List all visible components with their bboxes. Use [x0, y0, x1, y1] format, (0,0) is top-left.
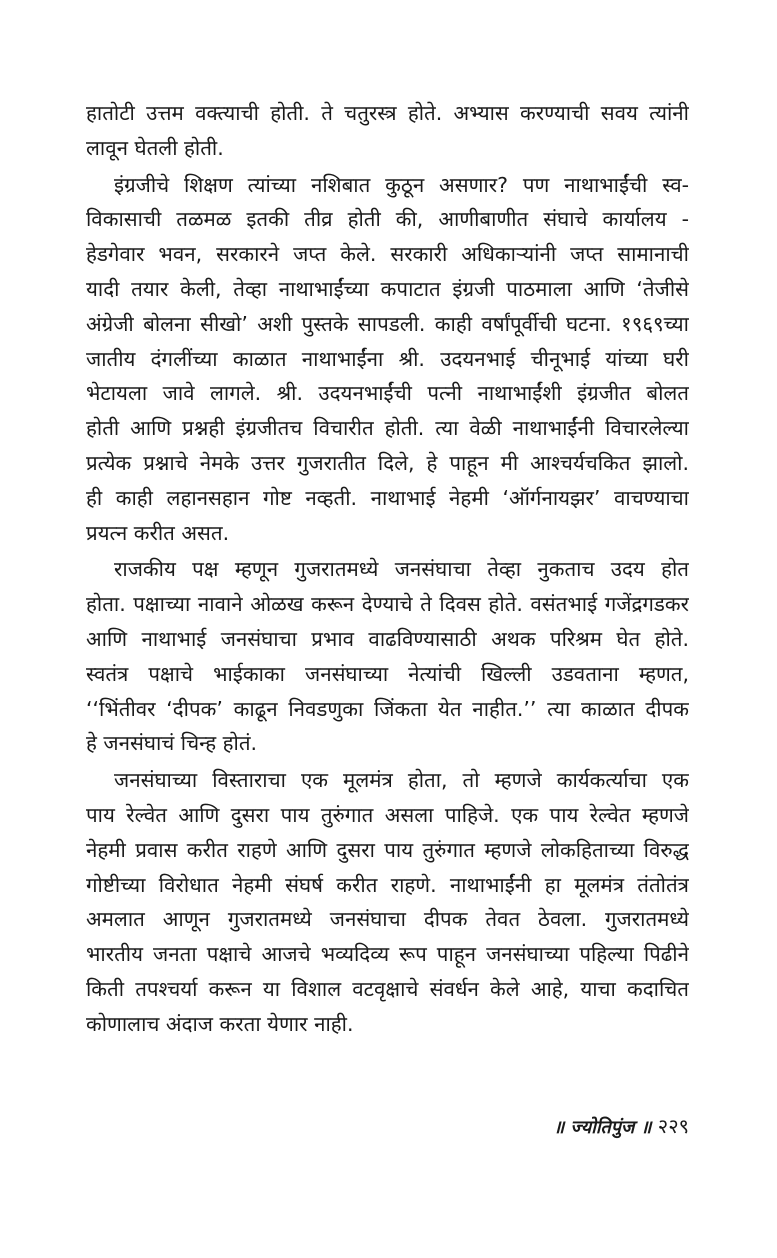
paragraph	[86, 168, 689, 551]
page-number: २२९	[657, 1114, 689, 1138]
paragraph	[86, 96, 689, 166]
text-line: अंग्रेजी बोलना सीखो’ अशी पुस्तके सापडली. काही वर्षांपूर्वीची घटना. १९६९च्या	[86, 311, 689, 336]
text-line: यादी तयार केली, तेव्हा नाथाभाईंच्या कपाटात इंग्रजी पाठमाला आणि ‘तेजीसे	[86, 276, 689, 301]
text-line: ‘‘भिंतीवर ‘दीपक’ काढून निवडणुका जिंकता येत नाहीत.’’ त्या काळात दीपक	[86, 696, 689, 721]
text-line: इंग्रजीचे शिक्षण त्यांच्या नशिबात कुठून असणार? पण नाथाभाईंची स्व-	[114, 172, 689, 197]
text-line: ही काही लहानसहान गोष्ट नव्हती. नाथाभाई नेहमी ‘ऑर्गनायझर’ वाचण्याचा	[86, 485, 689, 510]
text-line: हे जनसंघाचं चिन्ह होतं.	[86, 731, 258, 756]
text-line: अमलात आणून गुजरातमध्ये जनसंघाचा दीपक तेवत ठेवला. गुजरातमध्ये	[86, 907, 689, 932]
book-title-mark: ॥ ज्योतिपुंज ॥	[553, 1117, 652, 1138]
text-line: हेडगेवार भवन, सरकारने जप्त केले. सरकारी अधिकाऱ्यांनी जप्त सामानाची	[86, 242, 689, 267]
paragraph	[86, 552, 689, 761]
text-line: भेटायला जावे लागले. श्री. उदयनभाईंची पत्नी नाथाभाईंशी इंग्रजीत बोलत	[86, 381, 689, 406]
text-line: हातोटी उत्तम वक्त्याची होती. ते चतुरस्त्र होते. अभ्यास करण्याची सवय त्यांनी	[86, 101, 689, 125]
text-line: पाय रेल्वेत आणि दुसरा पाय तुरुंगात असला पाहिजे. एक पाय रेल्वेत म्हणजे	[86, 802, 689, 827]
text-line: राजकीय पक्ष म्हणून गुजरातमध्ये जनसंघाचा तेव्हा नुकताच उदय होत	[114, 557, 689, 582]
text-line: जनसंघाच्या विस्ताराचा एक मूलमंत्र होता, तो म्हणजे कार्यकर्त्याचा एक	[114, 768, 689, 793]
text-line: जातीय दंगलींच्या काळात नाथाभाईंना श्री. उदयनभाई चीनूभाई यांच्या घरी	[86, 346, 689, 371]
paragraph	[86, 763, 689, 1041]
text-line: गोष्टीच्या विरोधात नेहमी संघर्ष करीत राहणे. नाथाभाईंनी हा मूलमंत्र तंतोतंत्र	[86, 872, 689, 897]
text-line: आणि नाथाभाई जनसंघाचा प्रभाव वाढविण्यासाठी अथक परिश्रम घेत होते.	[86, 626, 689, 651]
text-line: नेहमी प्रवास करीत राहणे आणि दुसरा पाय तुरुंगात म्हणजे लोकहिताच्या विरुद्ध	[86, 837, 689, 862]
text-line: लावून घेतली होती.	[86, 135, 224, 160]
text-line: स्वतंत्र पक्षाचे भाईकाका जनसंघाच्या नेत्यांची खिल्ली उडवताना म्हणत,	[86, 661, 689, 686]
text-line: होती आणि प्रश्नही इंग्रजीतच विचारीत होती. त्या वेळी नाथाभाईंनी विचारलेल्या	[86, 416, 689, 441]
text-line: कोणालाच अंदाज करता येणार नाही.	[86, 1011, 354, 1036]
text-line: प्रत्येक प्रश्नाचे नेमके उत्तर गुजरातीत दिले, हे पाहून मी आश्चर्यचकित झालो.	[86, 450, 689, 475]
text-line: प्रयत्न करीत असत.	[86, 520, 230, 545]
page-body	[86, 96, 689, 1044]
text-line: भारतीय जनता पक्षाचे आजचे भव्यदिव्य रूप पाहून जनसंघाच्या पहिल्या पिढीने	[86, 942, 689, 967]
page-footer	[553, 1112, 689, 1139]
text-line: विकासाची तळमळ इतकी तीव्र होती की, आणीबाणीत संघाचे कार्यालय -	[86, 207, 689, 232]
text-line: होता. पक्षाच्या नावाने ओळख करून देण्याचे ते दिवस होते. वसंतभाई गजेंद्रगडकर	[86, 592, 689, 617]
text-line: किती तपश्चर्या करून या विशाल वटवृक्षाचे संवर्धन केले आहे, याचा कदाचित	[86, 976, 689, 1001]
